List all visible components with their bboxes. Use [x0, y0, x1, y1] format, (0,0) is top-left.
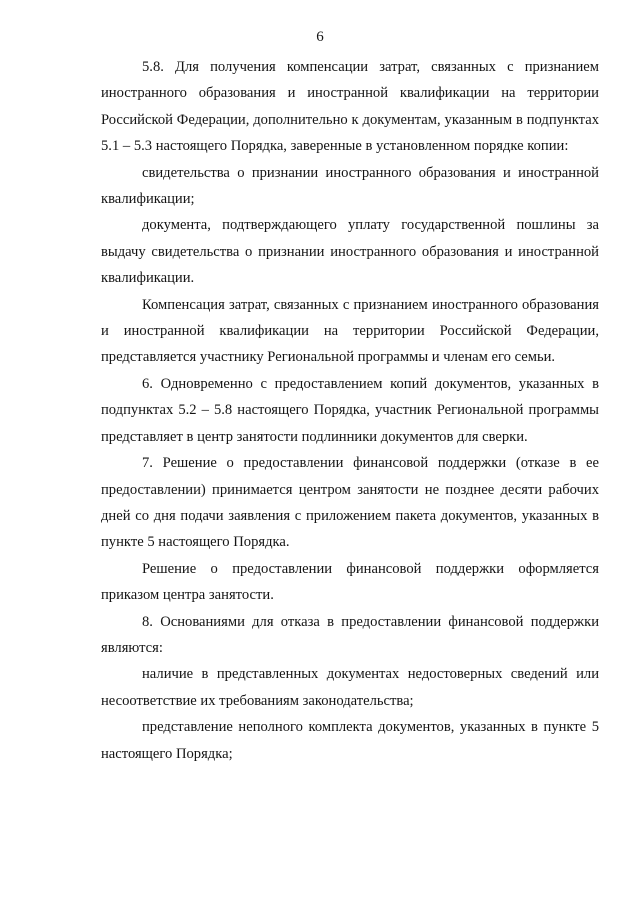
- paragraph-7: 7. Решение о предоставлении финансовой поддержки (отказе в ее предоставлении) принимается центром занятости не позднее десяти рабочих дней со дня подачи заявления с приложением пакета документов, указанных в пункте 5 настоящего Порядка.: [101, 455, 599, 551]
- paragraph-certificate-copy: свидетельства о признании иностранного образования и иностранной квалификации;: [101, 164, 599, 208]
- paragraph-6: 6. Одновременно с предоставлением копий документов, указанных в подпунктах 5.2 – 5.8 настоящего Порядка, участник Региональной программы представляет в центр занятости подлинники документов для сверки.: [101, 375, 599, 445]
- page-number: 6: [316, 29, 324, 45]
- paragraph-8: 8. Основаниями для отказа в предоставлении финансовой поддержки являются:: [101, 613, 599, 656]
- paragraph-incomplete-set: представление неполного комплекта документов, указанных в пункте 5 настоящего Порядка;: [101, 719, 599, 762]
- document-body: [101, 54, 599, 767]
- paragraph-5-8: 5.8. Для получения компенсации затрат, связанных с признанием иностранного образования и иностранной квалификации на территории Российской Федерации, дополнительно к документам, указанным в подпунктах 5.1 – 5.3 настоящего Порядка, заверенные в установленном порядке копии:: [101, 59, 599, 155]
- paragraph-decision-order: Решение о предоставлении финансовой поддержки оформляется приказом центра занятости.: [101, 560, 599, 604]
- paragraph-compensation: Компенсация затрат, связанных с признанием иностранного образования и иностранной квалификации на территории Российской Федерации, представляется участнику Региональной программы и членам его семьи.: [101, 296, 599, 366]
- paragraph-false-info: наличие в представленных документах недостоверных сведений или несоответствие их требованиям законодательства;: [101, 666, 599, 709]
- paragraph-duty-payment: документа, подтверждающего уплату государственной пошлины за выдачу свидетельства о признании иностранного образования и иностранной квалификации.: [101, 217, 599, 287]
